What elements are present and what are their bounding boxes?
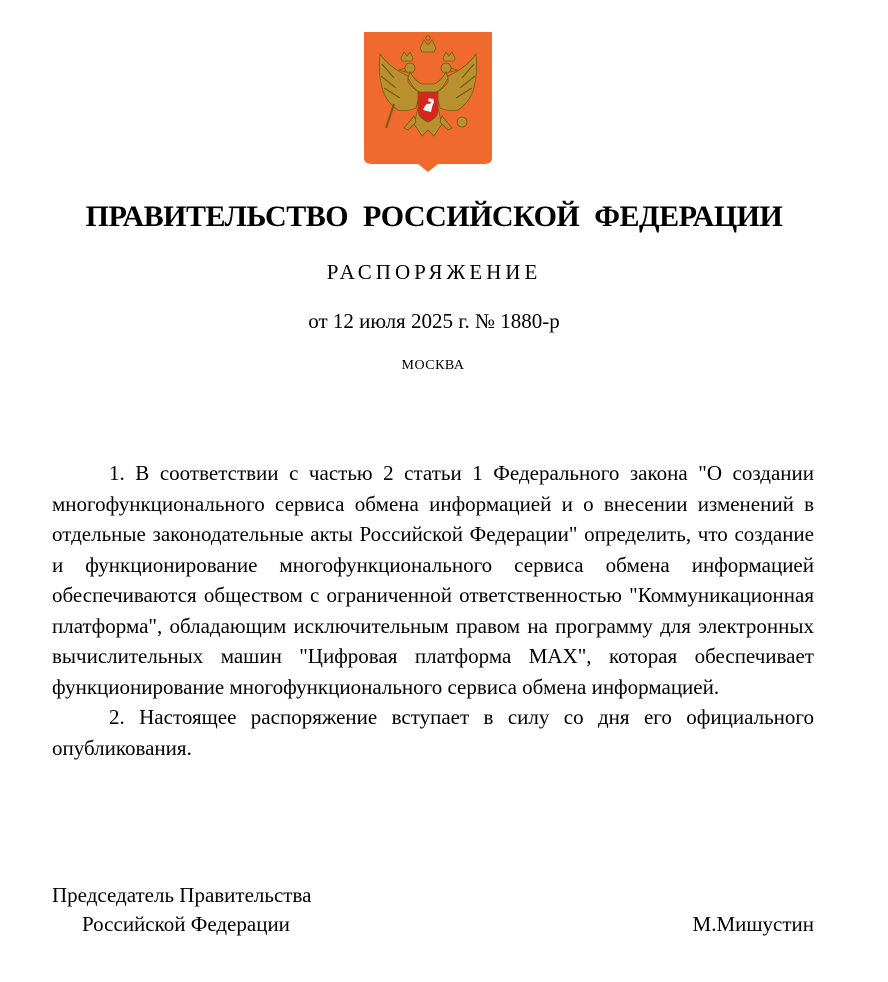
document-type: РАСПОРЯЖЕНИЕ: [326, 260, 542, 284]
document-body: [52, 458, 814, 763]
signatory-position-line-2: Российской Федерации: [82, 912, 290, 936]
signatory-name: М.Мишустин: [692, 912, 814, 936]
signatory-position-line-1: Председатель Правительства: [52, 883, 312, 907]
paragraph-2: 2. Настоящее распоряжение вступает в силу со дня его официального опубликования.: [52, 705, 814, 760]
issuing-city: МОСКВА: [401, 358, 465, 373]
document-date-number: от 12 июля 2025 г. № 1880-р: [308, 309, 560, 333]
paragraph-1: 1. В соответствии с частью 2 статьи 1 Федерального закона "О создании многофункционального сервиса обмена информацией и о внесении изменений в отдельные законодательные акты Российской Федерации" определить, что создание и функционирование многофункционального сервиса обмена информацией обеспечиваются обществом с ограниченной ответственностью "Коммуникационная платформа", обладающим исключительным правом на программу для электронных вычислительных машин "Цифровая платформа MAX", которая обеспечивает функционирование многофункционального сервиса обмена информацией.: [52, 461, 814, 699]
russian-coat-of-arms-icon: [364, 32, 492, 172]
government-title: ПРАВИТЕЛЬСТВО РОССИЙСКОЙ ФЕДЕРАЦИИ: [85, 200, 783, 233]
